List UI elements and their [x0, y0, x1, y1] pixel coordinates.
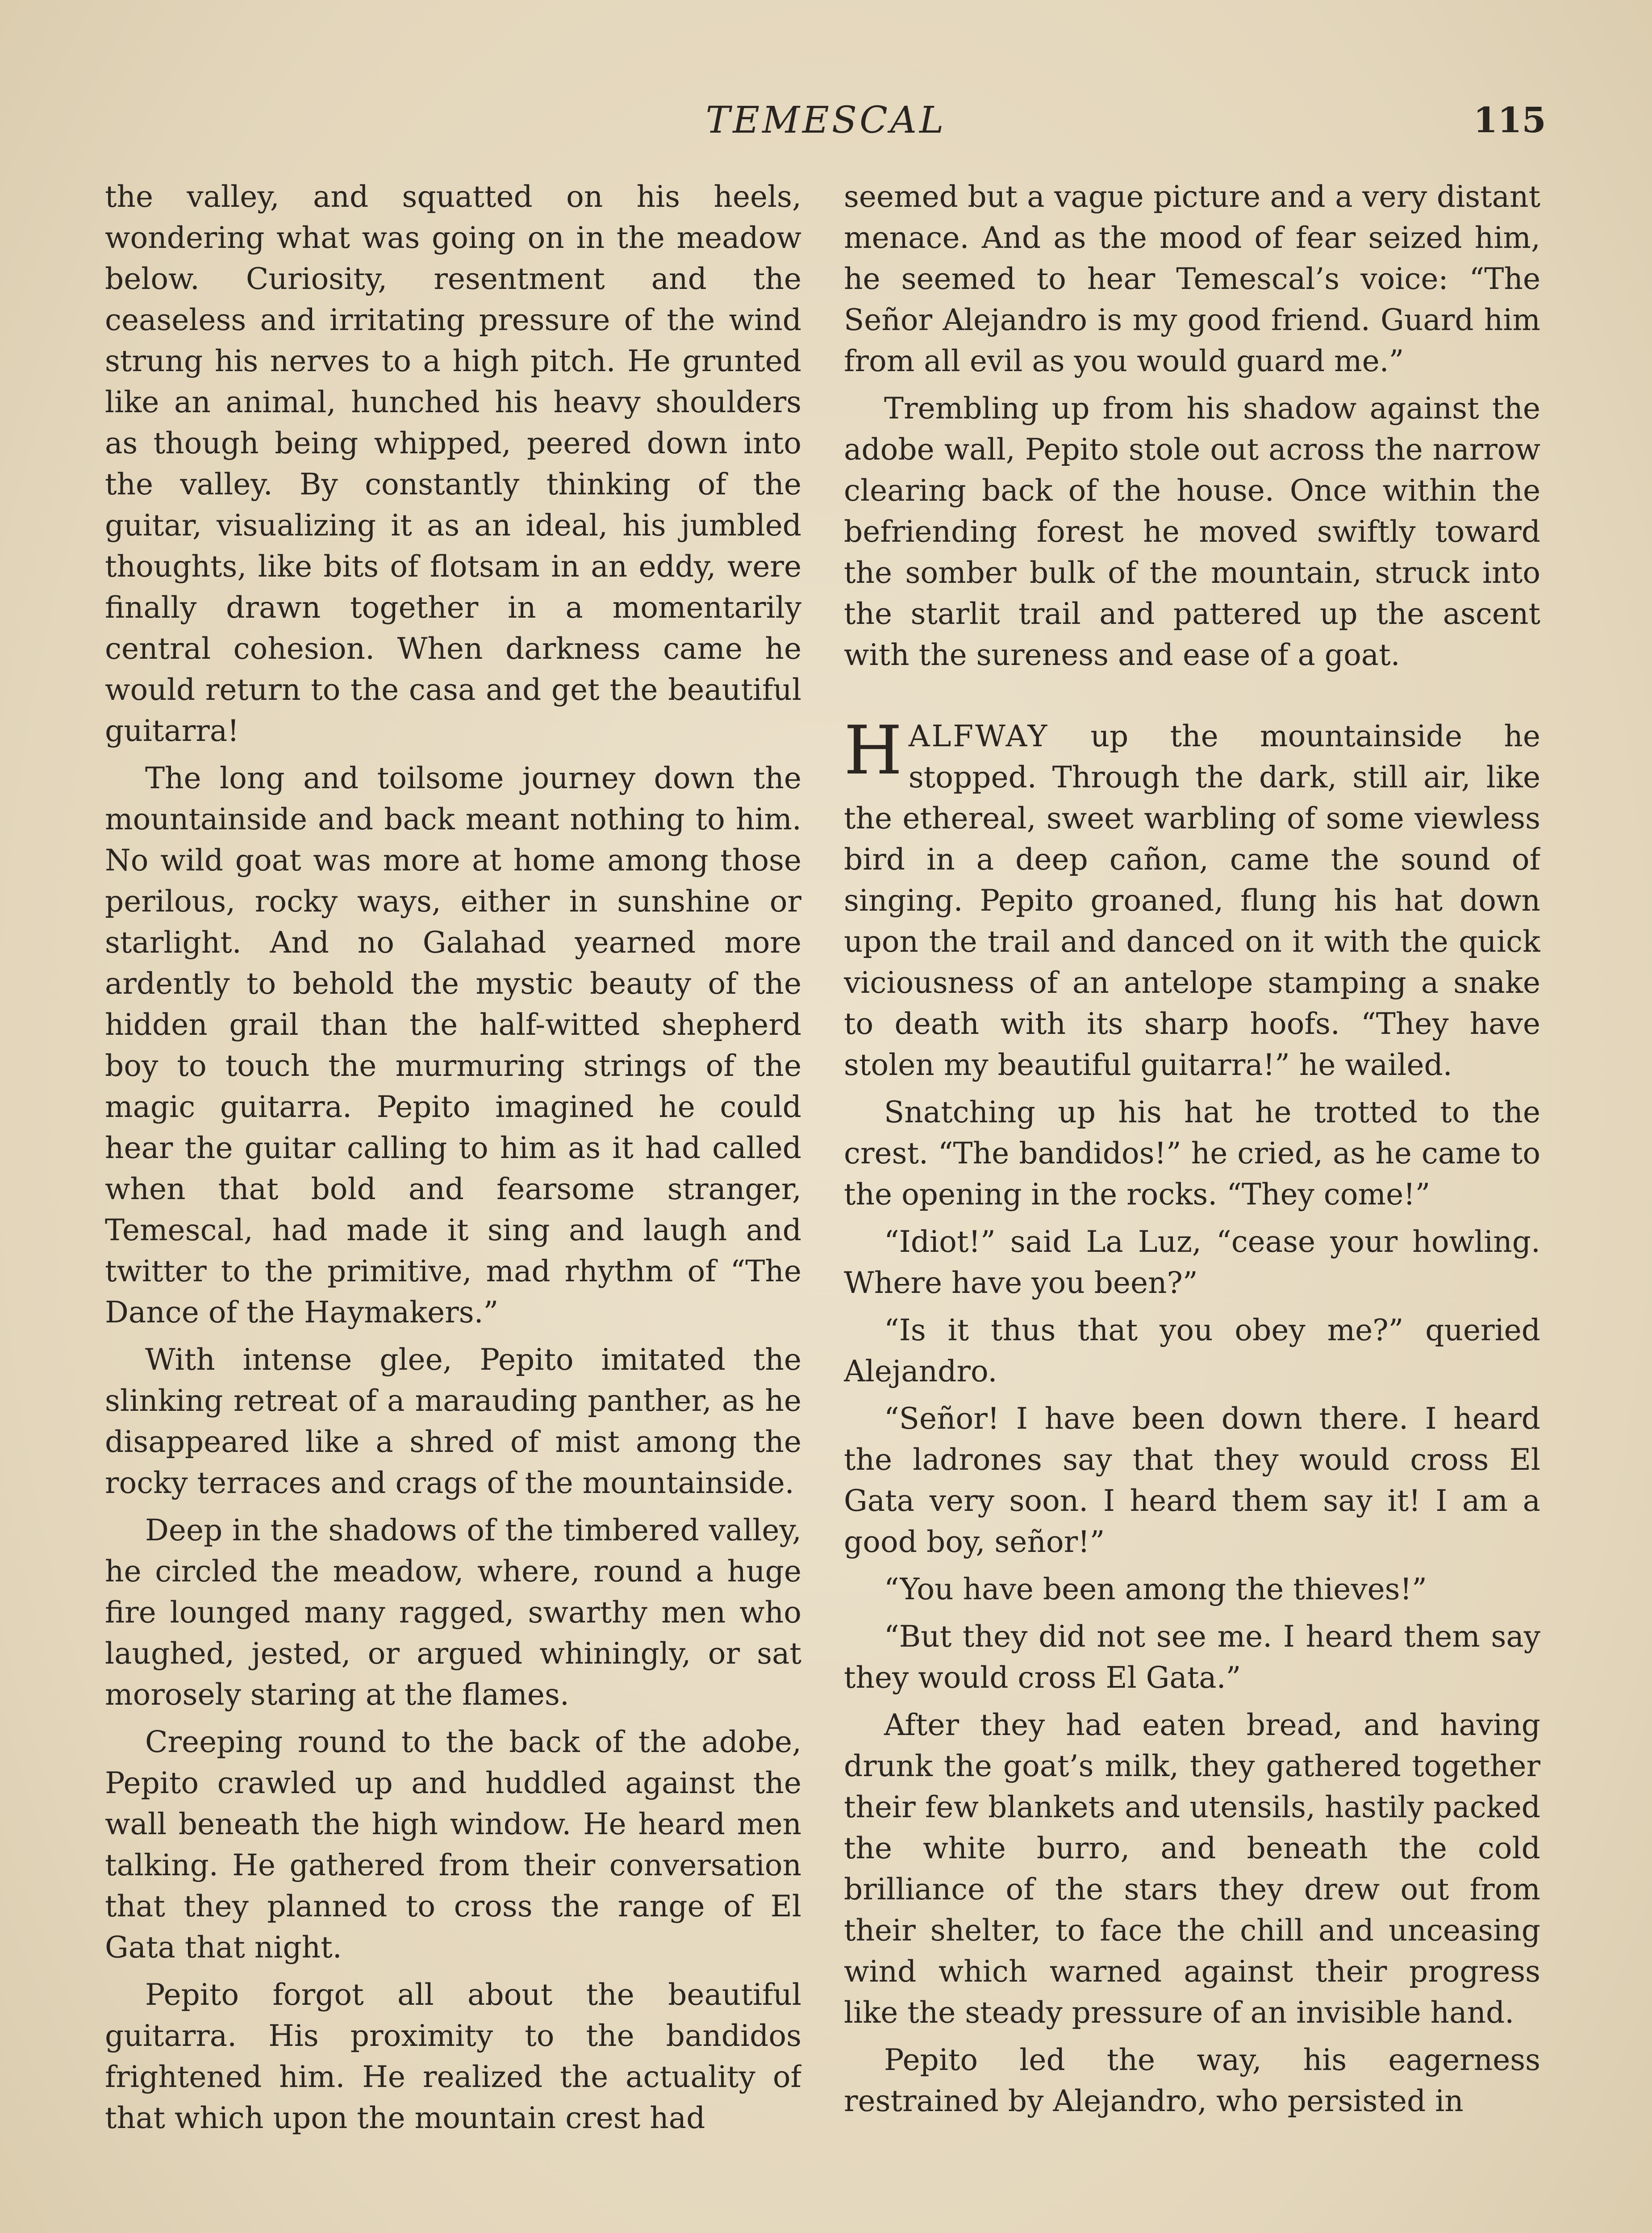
- paragraph: After they had eaten bread, and having drunk the goat’s milk, they gathered together their few blankets and utensils, hastily packed the white burro, and beneath the cold brilliance of the stars they drew out from their shelter, to face the chill and unceasing wind which warned against their progress like the steady pressure of an invisible hand.: [844, 1708, 1540, 2030]
- paragraph: “Señor! I have been down there. I heard the ladrones say that they would cross El Gata very soon. I heard them say it! I am a good boy, señor!”: [844, 1401, 1540, 1559]
- left-column: [105, 176, 801, 2233]
- paragraph: Pepito forgot all about the beautiful guitarra. His proximity to the bandidos frightened him. He realized the actuality of that which upon the mountain crest had: [105, 1978, 801, 2135]
- drop-cap: H: [844, 712, 902, 790]
- right-column: [844, 176, 1540, 2233]
- section-text: up the mountainside he stopped. Through the dark, still air, like the ethereal, sweet warbling of some viewless bird in a deep cañon, came the sound of singing. Pepito groaned, flung his hat down upon the trail and danced on it with the quick viciousness of an antelope stamping a snake to death with its sharp hoofs. “They have stolen my beautiful guitarra!” he wailed.: [844, 719, 1540, 1082]
- paragraph: “But they did not see me. I heard them say they would cross El Gata.”: [844, 1619, 1540, 1695]
- running-title: TEMESCAL: [705, 99, 947, 142]
- section-start-paragraph: [844, 712, 1540, 1086]
- paragraph: Snatching up his hat he trotted to the crest. “The bandidos!” he cried, as he came to the opening in the rocks. “They come!”: [844, 1095, 1540, 1212]
- paragraph: Creeping round to the back of the adobe, Pepito crawled up and huddled against the wall beneath the high window. He heard men talking. He gathered from their conversation that they planned to cross the range of El Gata that night.: [105, 1725, 801, 1965]
- page-number: 115: [1473, 100, 1546, 141]
- paragraph: Pepito led the way, his eagerness restrained by Alejandro, who persisted in: [844, 2043, 1540, 2118]
- page-header: [0, 96, 1652, 145]
- paragraph: Trembling up from his shadow against the adobe wall, Pepito stole out across the narrow clearing back of the house. Once within the befriending forest he moved swiftly toward the somber bulk of the mountain, struck into the starlit trail and pattered up the ascent with the sureness and ease of a goat.: [844, 391, 1540, 672]
- paragraph: the valley, and squatted on his heels, wondering what was going on in the meadow below. Curiosity, resentment and the ceaseless and irritating pressure of the wind strung his nerves to a high pitch. He grunted like an animal, hunched his heavy shoulders as though being whipped, peered down into the valley. By constantly thinking of the guitar, visualizing it as an ideal, his jumbled thoughts, like bits of flotsam in an eddy, were finally drawn together in a momentarily central cohesion. When darkness came he would return to the casa and get the beautiful guitarra!: [105, 180, 801, 748]
- paragraph: “You have been among the thieves!”: [884, 1572, 1427, 1606]
- section-lead-word: ALFWAY: [908, 719, 1049, 753]
- paragraph: With intense glee, Pepito imitated the slinking retreat of a marauding panther, as he disappeared like a shred of mist among the rocky terraces and crags of the mountainside.: [105, 1342, 801, 1500]
- paragraph: “Idiot!” said La Luz, “cease your howling. Where have you been?”: [844, 1225, 1540, 1300]
- paragraph: Deep in the shadows of the timbered valley, he circled the meadow, where, round a huge fire lounged many ragged, swarthy men who laughed, jested, or argued whiningly, or sat morosely staring at the flames.: [105, 1513, 801, 1712]
- paragraph: seemed but a vague picture and a very distant menace. And as the mood of fear seized him, he seemed to hear Temescal’s voice: “The Señor Alejandro is my good friend. Guard him from all evil as you would guard me.”: [844, 180, 1540, 378]
- paragraph: “Is it thus that you obey me?” queried Alejandro.: [844, 1313, 1540, 1388]
- paragraph: The long and toilsome journey down the mountainside and back meant nothing to him. No wild goat was more at home among those perilous, rocky ways, either in sunshine or starlight. And no Galahad yearned more ardently to behold the mystic beauty of the hidden grail than the half-witted shepherd boy to touch the murmuring strings of the magic guitarra. Pepito imagined he could hear the guitar calling to him as it had called when that bold and fearsome stranger, Temescal, had made it sing and laugh and twitter to the primitive, mad rhythm of “The Dance of the Haymakers.”: [105, 761, 801, 1330]
